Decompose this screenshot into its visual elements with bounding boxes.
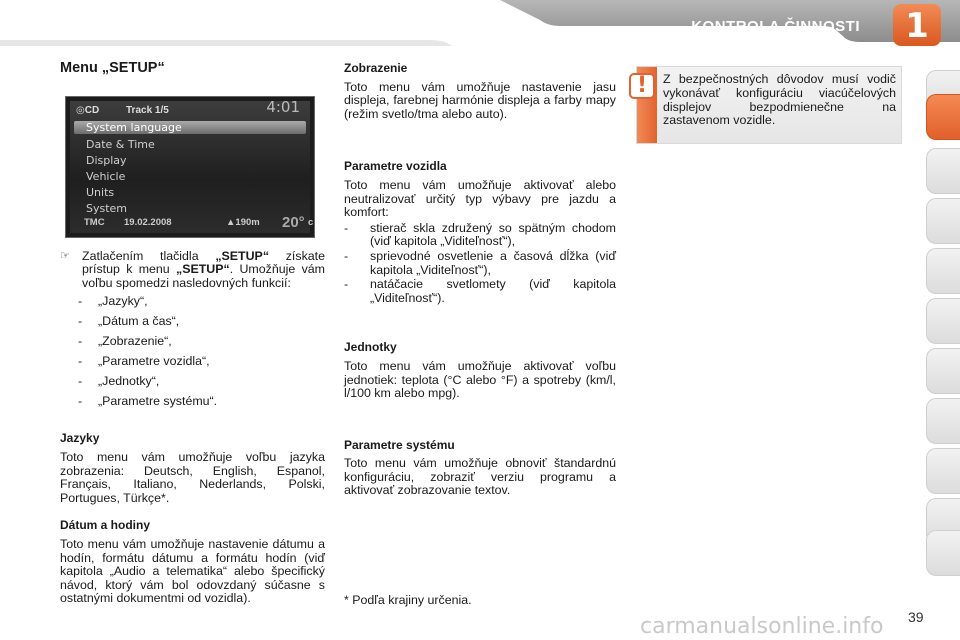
list-item: - „Jazyky“, — [78, 294, 148, 309]
middle-column — [344, 62, 616, 498]
section-datum — [60, 519, 325, 606]
section-title: Zobrazenie — [344, 61, 408, 75]
screen-menu-item: System — [86, 201, 128, 215]
section-title: Jednotky — [344, 340, 397, 355]
list-item: - „Dátum a čas“, — [78, 314, 180, 329]
section-title: Parametre systému — [344, 437, 455, 452]
screen-time: 4:01 — [266, 97, 300, 116]
screen-menu-item: Date & Time — [86, 137, 155, 151]
thumb-tab[interactable] — [926, 198, 960, 244]
left-column — [60, 62, 325, 606]
list-item: - stierač skla združený so spätným chodom (viď kapitola „Viditeľnosť“), — [344, 220, 616, 249]
list-item: - „Jednotky“, — [78, 374, 160, 389]
section-text: Toto menu vám umožňuje obnoviť štandardnú konfiguráciu, zobraziť verziu programu a aktivovať zobrazovanie textov. — [344, 456, 616, 498]
thumb-tab[interactable] — [926, 530, 960, 576]
section-title: Jazyky — [60, 431, 100, 446]
hand-pointer-icon: ☞ — [60, 249, 70, 262]
screen-distance: ▲ 190m — [226, 217, 260, 228]
vehicle-options-list — [344, 222, 616, 306]
warning-box — [636, 66, 902, 144]
section-zobrazenie — [344, 62, 616, 121]
list-item: - „Zobrazenie“, — [78, 334, 172, 349]
section-text: Toto menu vám umožňuje aktivovať alebo neutralizovať určitý typ výbavy pre jazdu a komfort: — [344, 177, 616, 220]
footnote: * Podľa krajiny určenia. — [344, 593, 472, 607]
thumb-tab-active[interactable] — [926, 94, 960, 140]
screen-menu-item: Display — [86, 153, 127, 167]
chapter-header — [0, 0, 960, 48]
section-text: Toto menu vám umožňuje voľbu jazyka zobrazenia: Deutsch, English, Espanol, Français, Italiano, Nederlands, Polski, Portugues, Türkçe*. — [60, 449, 325, 505]
page-title: Menu „SETUP“ — [60, 60, 165, 76]
intro-paragraph: ☞ Zatlačením tlačidla „SETUP“ získate prístup k menu „SETUP“. Umožňuje vám voľbu spomedzi nasledovných funkcií: — [60, 248, 325, 290]
screen-track: Track 1/5 — [126, 104, 169, 116]
screen-source: ◎CD — [76, 104, 100, 116]
screen-date: 19.02.2008 — [124, 217, 172, 228]
section-jednotky — [344, 341, 616, 400]
thumb-tab[interactable] — [926, 248, 960, 294]
section-title: Dátum a hodiny — [60, 518, 151, 533]
watermark: carmanualsonline.info — [640, 614, 884, 639]
display-screenshot — [65, 96, 315, 238]
screen-tmc: TMC — [84, 217, 105, 228]
section-title: Parametre vozidla — [344, 159, 447, 174]
thumb-tab[interactable] — [926, 148, 960, 194]
list-item: - „Parametre vozidla“, — [78, 354, 210, 369]
section-parametre-vozidla — [344, 160, 616, 305]
section-jazyky — [60, 432, 325, 505]
function-list — [78, 295, 325, 415]
section-text: Toto menu vám umožňuje nastavenie dátumu a hodín, formátu dátumu a formátu hodín (viď kapitola „Audio a telematika“ alebo špecifický návod, ktorý vám bol odovzdaný súčasne s ostatnými dokumentmi od vozidla). — [60, 536, 325, 606]
list-item: - „Parametre systému“. — [78, 394, 218, 409]
screen-temperature-unit: c — [308, 217, 314, 228]
warning-exclamation-icon: ! — [629, 73, 655, 99]
section-parametre-systemu — [344, 439, 616, 498]
screen-temperature: 20° — [282, 214, 305, 231]
screen-menu-item-selected: System language — [74, 121, 306, 135]
section-text: Toto menu vám umožňuje nastavenie jasu displeja, farebnej harmónie displeja a farby mapy (režim svetlo/tma alebo auto). — [344, 79, 616, 121]
screen-menu-item: Vehicle — [86, 169, 126, 183]
list-item: - sprievodné osvetlenie a časová dĺžka (viď kapitola „Viditeľnosť“), — [344, 248, 616, 277]
thumb-tab[interactable] — [926, 298, 960, 344]
chapter-title: KONTROLA ČINNOSTI — [691, 18, 860, 35]
chapter-thumb-tabs — [926, 70, 960, 576]
section-text: Toto menu vám umožňuje aktivovať voľbu jednotiek: teplota (°C alebo °F) a spotreby (km/l, l/100 km alebo mpg). — [344, 358, 616, 401]
warning-text: Z bezpečnostných dôvodov musí vodič vykonávať konfiguráciu viacúčelových displejov bezpodmienečne na zastavenom vozidle. — [663, 72, 896, 128]
list-item: - natáčacie svetlomety (viď kapitola „Viditeľnosť“). — [344, 277, 616, 305]
page-number: 39 — [908, 609, 924, 625]
thumb-tab[interactable] — [926, 348, 960, 394]
screen-menu-item: Units — [86, 185, 115, 199]
thumb-tab[interactable] — [926, 398, 960, 444]
thumb-tab[interactable] — [926, 448, 960, 494]
chapter-number: 1 — [905, 6, 929, 46]
